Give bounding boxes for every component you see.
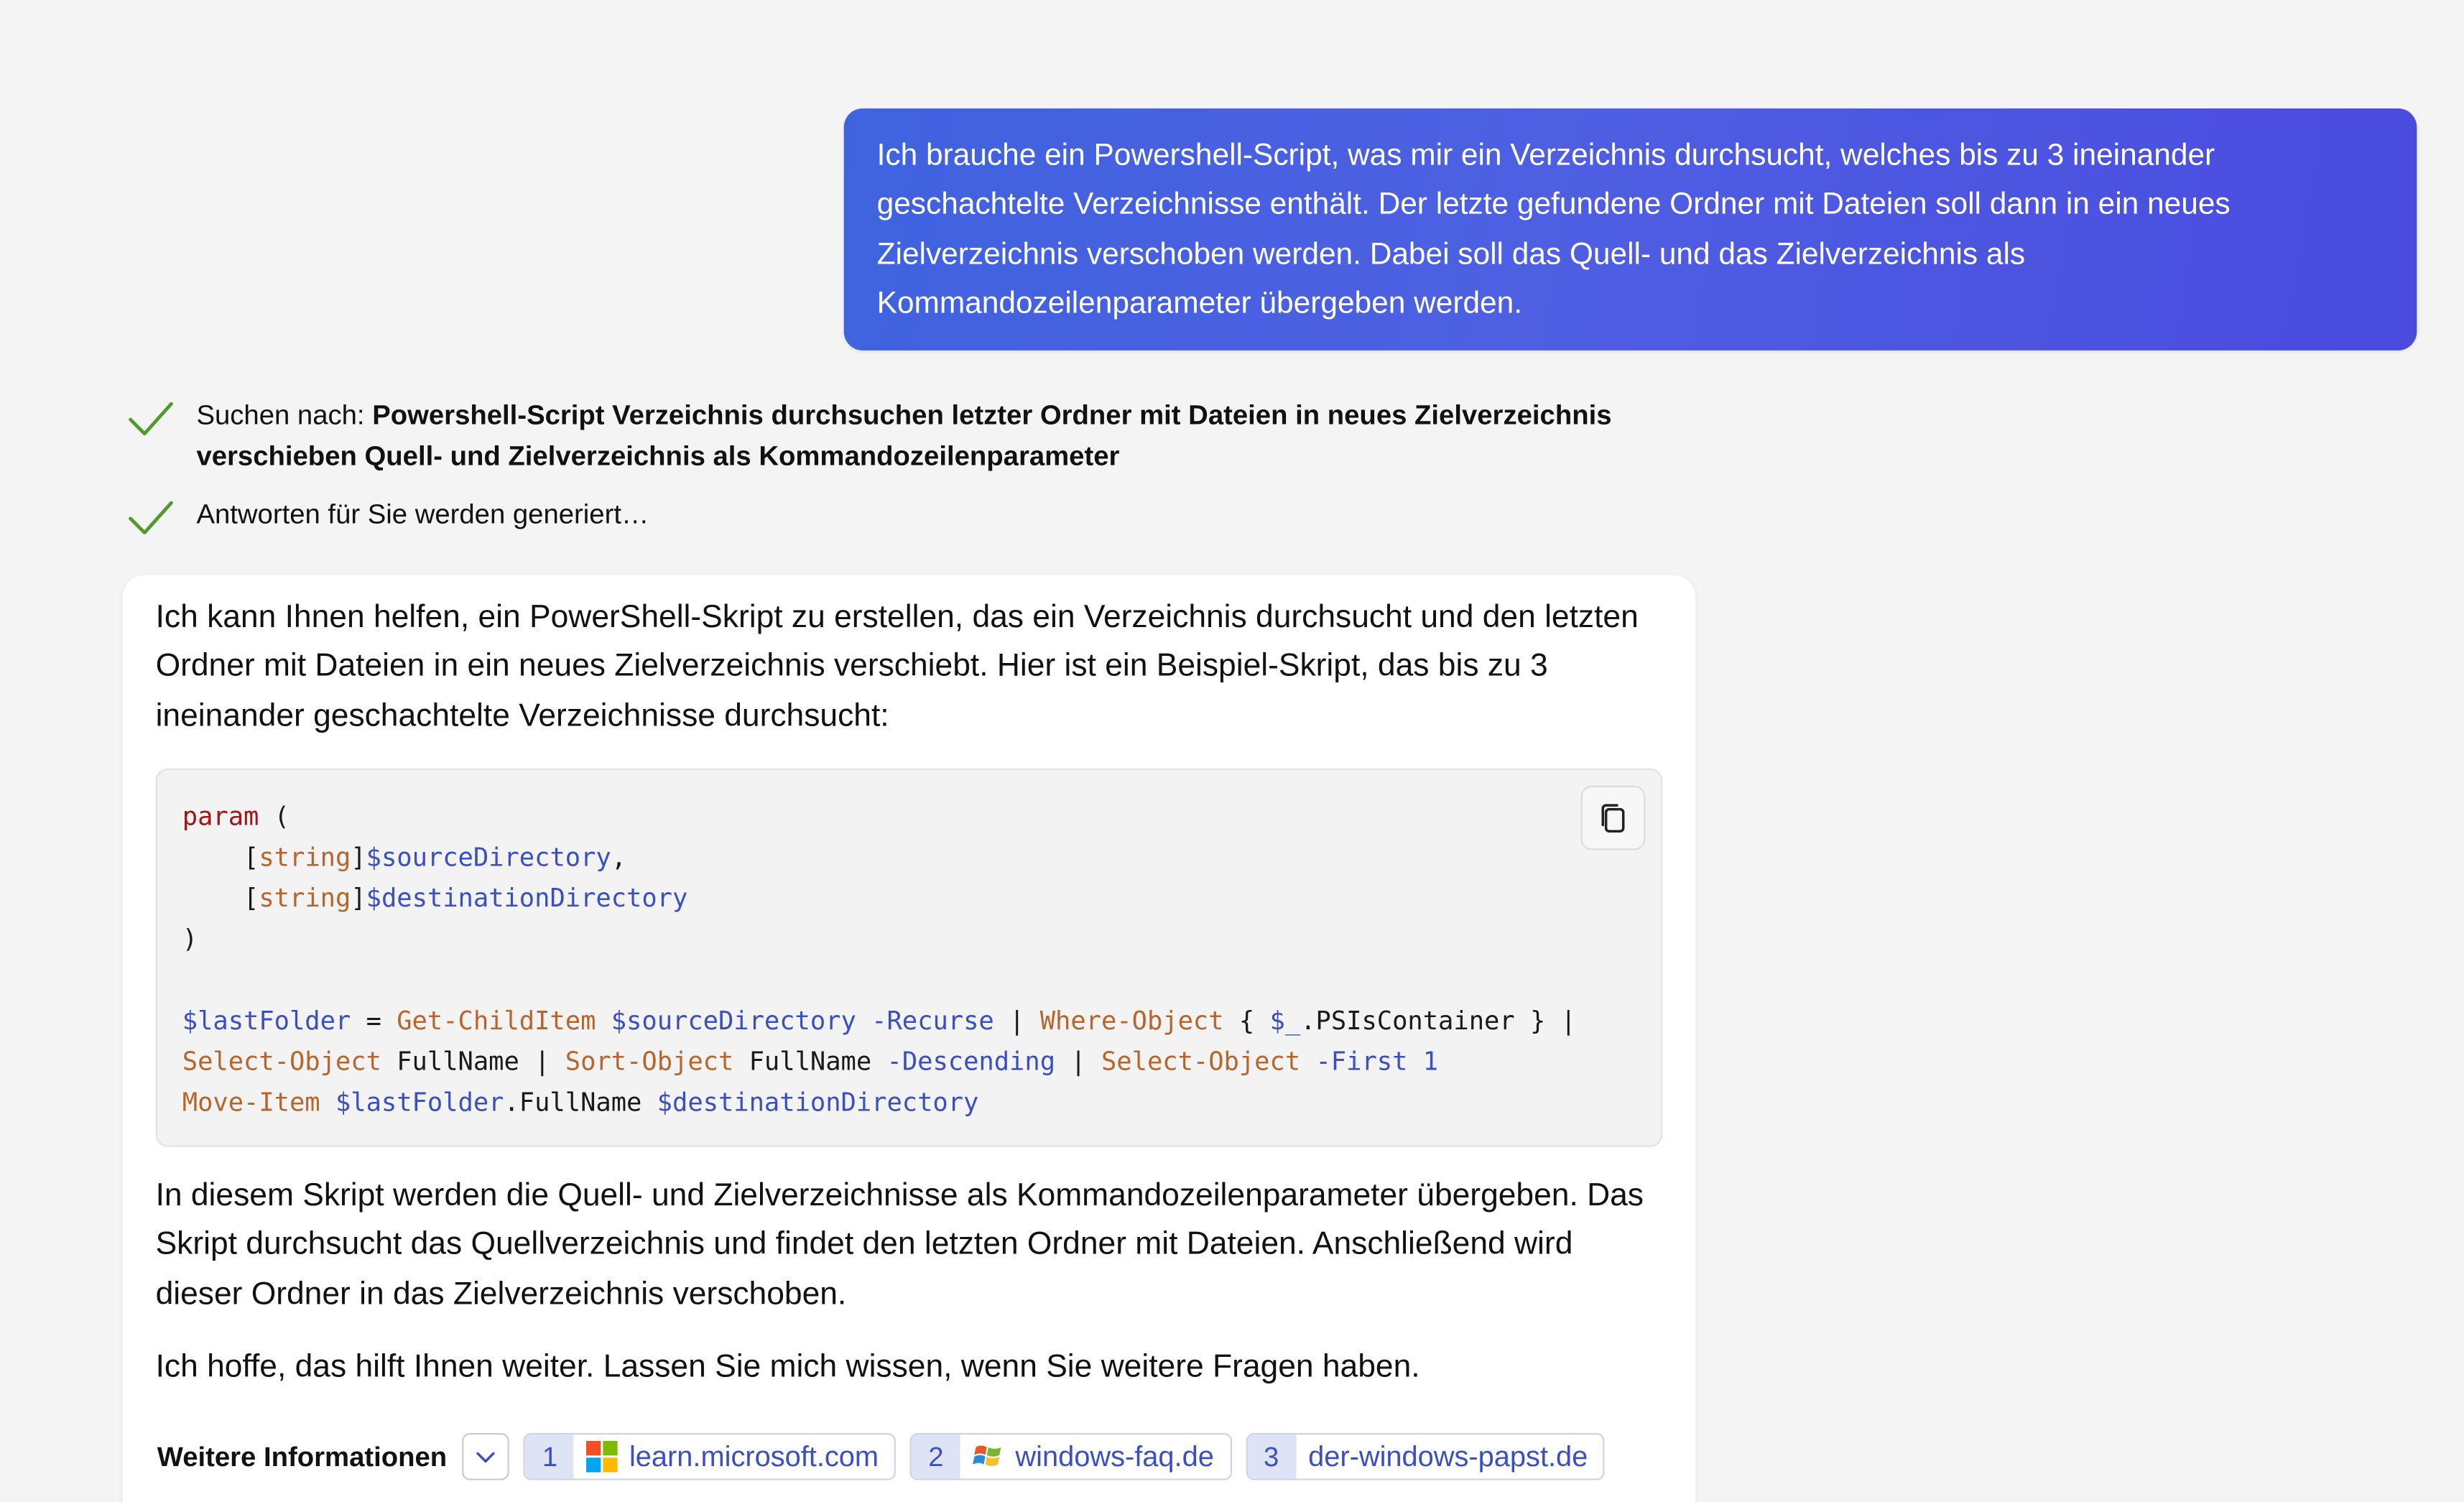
copy-code-button[interactable] <box>1581 786 1646 850</box>
microsoft-logo-icon <box>587 1441 619 1473</box>
user-message-text: Ich brauche ein Powershell-Script, was mir ein Verzeichnis durchsucht, welches bis zu 3 ineinander geschachtelte Verzeichnisse enthält. Der letzte gefundene Ordner mit Dateien soll dann in ein neues Zielverzeichnis verschoben werden. Dabei soll das Quell- und das Zielverzeichnis als Kommandozeilenparameter übergeben werden. <box>876 138 2231 321</box>
copy-icon <box>1595 801 1630 835</box>
code-line: param ( <box>182 801 290 832</box>
code-line: [string]$destinationDirectory <box>182 883 688 913</box>
source-domain: der-windows-papst.de <box>1308 1440 1588 1472</box>
sources-bar <box>157 1433 1619 1480</box>
source-link-3[interactable] <box>1246 1433 1606 1480</box>
cut-off-previous-text <box>676 0 1713 3</box>
answer-explanation: In diesem Skript werden die Quell- und Zielverzeichnisse als Kommandozeilenparameter übergeben. Das Skript durchsucht das Quellverzeichnis und findet den letzten Ordner mit Dateien. Anschließend wird dieser Ordner in das Zielverzeichnis verschoben. <box>155 1178 1644 1312</box>
source-link-2[interactable] <box>910 1433 1231 1480</box>
source-number: 1 <box>526 1434 575 1478</box>
source-number: 2 <box>912 1434 960 1478</box>
generating-status <box>127 493 1699 534</box>
answer-closing: Ich hoffe, das hilft Ihnen weiter. Lassen Sie mich wissen, wenn Sie weitere Fragen haben. <box>155 1350 1420 1385</box>
code-line: [string]$sourceDirectory, <box>182 842 627 873</box>
code-line: Move-Item $lastFolder.FullName $destinationDirectory <box>182 1087 979 1118</box>
source-number: 3 <box>1247 1434 1296 1478</box>
search-query: Powershell-Script Verzeichnis durchsuchen letzter Ordner mit Dateien in neues Zielverzeichnis verschieben Quell- und Zielverzeichnis als Kommandozeilenparameter <box>196 399 1612 472</box>
search-prefix: Suchen nach: <box>196 399 373 431</box>
checkmark-icon <box>127 496 175 537</box>
chevron-down-icon <box>476 1449 498 1465</box>
answer-intro: Ich kann Ihnen helfen, ein PowerShell-Skript zu erstellen, das ein Verzeichnis durchsucht und den letzten Ordner mit Dateien in ein neues Zielverzeichnis verschiebt. Hier ist ein Beispiel-Skript, das bis zu 3 ineinander geschachtelte Verzeichnisse durchsucht: <box>155 600 1639 733</box>
checkmark-icon <box>127 397 175 438</box>
source-domain: learn.microsoft.com <box>629 1440 879 1472</box>
sources-label: Weitere Informationen <box>157 1440 448 1472</box>
code-line: $lastFolder = Get-ChildItem $sourceDirectory -Recurse | Where-Object { $_.PSIsContainer } | <box>182 1006 1576 1036</box>
source-domain: windows-faq.de <box>1015 1440 1214 1472</box>
search-status <box>127 394 1699 476</box>
code-line: ) <box>182 924 198 954</box>
assistant-answer-card <box>123 575 1696 1502</box>
expand-sources-button[interactable] <box>463 1433 510 1480</box>
user-message-bubble <box>844 108 2417 351</box>
code-line: Select-Object FullName | Sort-Object FullName -Descending | Select-Object -First 1 <box>182 1046 1439 1077</box>
generating-text: Antworten für Sie werden generiert… <box>196 498 649 530</box>
source-link-1[interactable] <box>524 1433 896 1480</box>
code-line <box>182 960 1636 1001</box>
code-block <box>156 769 1663 1147</box>
windows-flag-icon <box>973 1441 1004 1473</box>
